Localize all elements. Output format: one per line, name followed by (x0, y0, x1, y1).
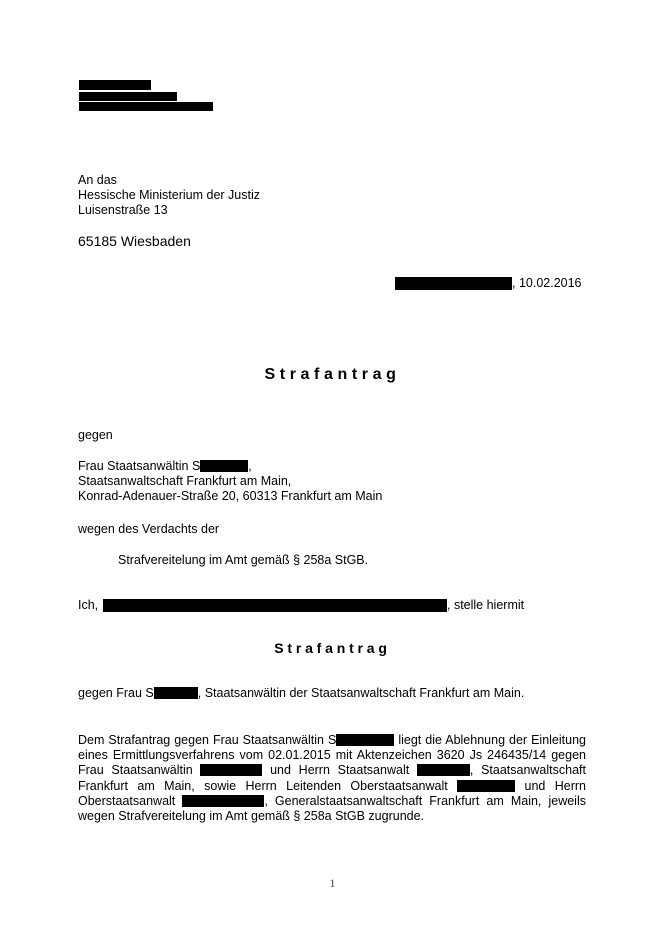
document-title: Strafantrag (264, 366, 401, 383)
redacted-name-d (457, 780, 515, 792)
page-number: 1 (329, 876, 336, 890)
redacted-name-a (336, 734, 394, 746)
recipient-line-1: An das (78, 173, 117, 187)
accused-name-prefix: Frau Staatsanwältin S (78, 459, 201, 473)
body-text-4: , Staatsanwaltschaft Frankfurt am Main, sowie Herrn Leitenden Oberstaatsanwalt (78, 763, 586, 793)
gegen-label: gegen (78, 428, 113, 442)
redacted-applicant-name (103, 599, 447, 612)
body-text-3: und Herrn Staatsanwalt (262, 763, 417, 778)
body-text-6: , Generalstaatsanwaltschaft Frankfurt am Main, jeweils wegen Strafvereitelung im Amt gemäß § 258a StGB zugrunde. (78, 793, 586, 824)
offense: Strafvereitelung im Amt gemäß § 258a StGB. (118, 553, 369, 567)
section-title: Strafantrag (274, 640, 391, 656)
against-line (78, 686, 524, 701)
body-text-2: liegt die Ablehnung der Einleitung eines Ermittlungsverfahrens vom 02.01.2015 mit Aktenzeichen 3620 Js 246435/14 gegen Frau Staatsanwältin (78, 733, 586, 778)
wegen-label: wegen des Verdachts der (78, 522, 220, 536)
body-text-1: Dem Strafantrag gegen Frau Staatsanwältin S (78, 733, 337, 747)
recipient-city: 65185 Wiesbaden (78, 233, 191, 249)
redacted-sender-city (79, 102, 213, 111)
redacted-name-c (417, 764, 470, 776)
redacted-sender-street (79, 92, 177, 101)
statement-suffix: , stelle hiermit (447, 598, 525, 612)
against-suffix: , Staatsanwältin der Staatsanwaltschaft Frankfurt am Main. (197, 686, 525, 700)
redacted-place (395, 277, 512, 290)
statement-prefix: Ich, (78, 598, 99, 612)
redacted-accused-name (200, 460, 248, 472)
body-text-5: und Herrn Oberstaatsanwalt (78, 778, 586, 808)
redacted-name-b (200, 764, 262, 776)
redacted-accused-name-2 (154, 687, 198, 699)
accused-name-suffix: , (248, 459, 252, 473)
date: , 10.02.2016 (512, 276, 582, 290)
accused-line-3: Konrad-Adenauer-Straße 20, 60313 Frankfurt am Main (78, 489, 383, 503)
redacted-name-e (182, 795, 264, 807)
accused-line-1 (78, 459, 252, 474)
recipient-line-3: Luisenstraße 13 (78, 203, 168, 217)
accused-line-2: Staatsanwaltschaft Frankfurt am Main, (78, 474, 292, 488)
body-paragraph (78, 733, 586, 824)
redacted-sender-name (79, 80, 151, 90)
recipient-line-2: Hessische Ministerium der Justiz (78, 188, 260, 202)
against-prefix: gegen Frau S (78, 686, 154, 700)
